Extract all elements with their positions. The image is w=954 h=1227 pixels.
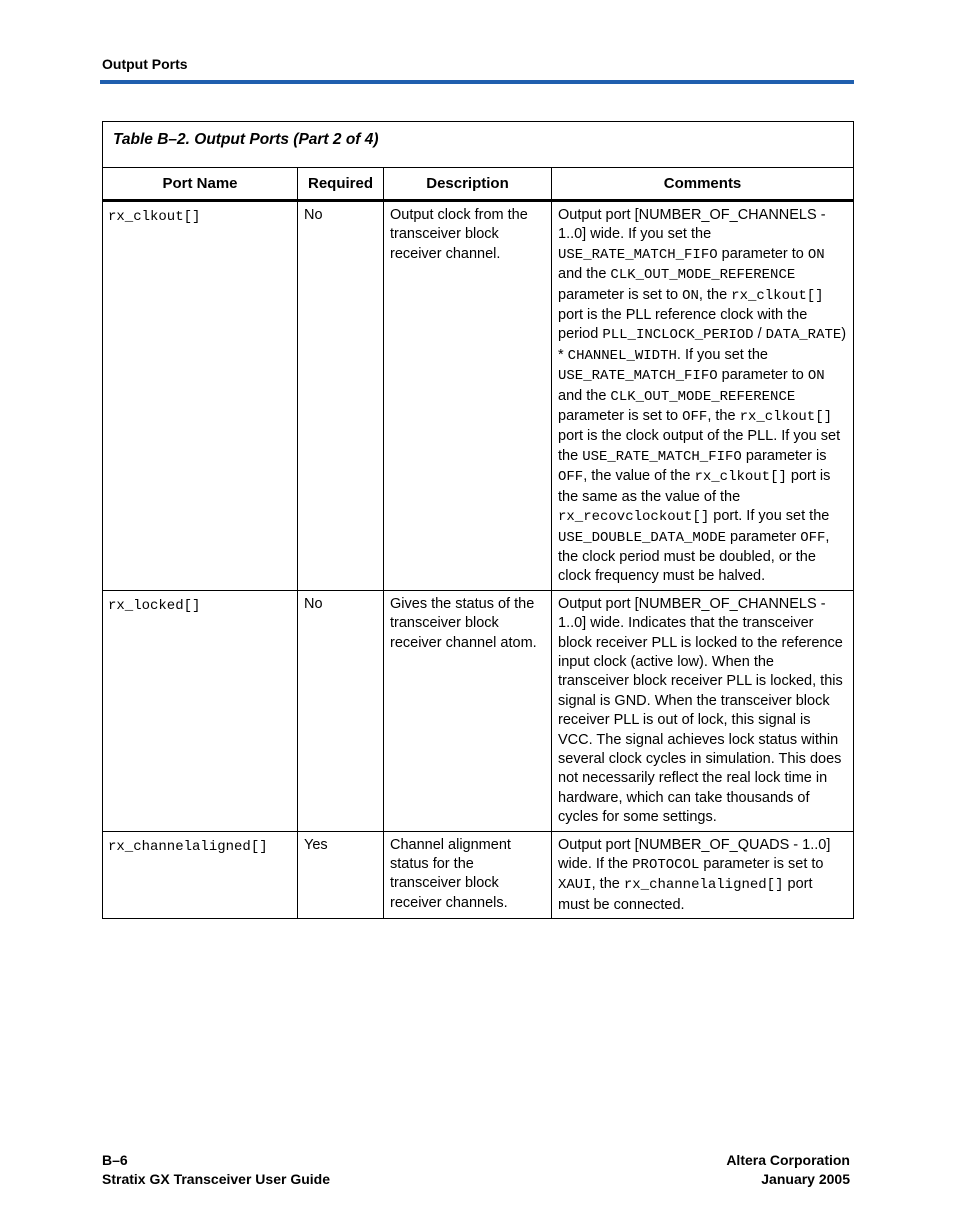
comment-text: parameter is set to [558, 286, 683, 303]
comment-text: . If you set the [676, 346, 768, 363]
company-name: Altera Corporation [726, 1152, 850, 1168]
code-text: rx_recovclockout[] [558, 509, 710, 526]
code-text: rx_channelaligned[] [623, 877, 784, 894]
code-text: rx_clkout[] [694, 469, 787, 486]
comment-text: parameter is [741, 447, 827, 464]
code-text: OFF [682, 409, 708, 426]
comment-text: Output port [NUMBER_OF_CHANNELS - 1..0] wide. If you set the [558, 207, 826, 243]
column-header-required: Required [298, 168, 384, 201]
code-text: OFF [800, 529, 826, 546]
table-row [103, 201, 854, 591]
required-cell: Yes [298, 831, 384, 919]
code-text: USE_RATE_MATCH_FIFO [582, 448, 742, 465]
comment-text: port. If you set the [709, 508, 830, 525]
column-header-comments: Comments [552, 168, 854, 201]
publication-date: January 2005 [761, 1171, 850, 1187]
comments-cell [552, 831, 854, 919]
comment-text: parameter to [717, 245, 808, 262]
comment-text: parameter [726, 528, 801, 545]
comments-cell [552, 201, 854, 591]
code-text: ON [807, 368, 825, 385]
code-text: DATA_RATE [765, 327, 842, 344]
code-text: USE_DOUBLE_DATA_MODE [558, 529, 727, 546]
comment-text: Output port [NUMBER_OF_CHANNELS - 1..0] wide. Indicates that the transceiver block receiver PLL is locked to the reference input clock (active low). When the transceiver block receiver PLL is locked, this signal is GND. When the transceiver block receiver PLL is out of lock, this signal is VCC. The signal achieves lock status within several clock cycles in simulation. This does not necessarily reflect the real lock time in hardware, which can take thousands of cycles for some settings. [558, 595, 843, 826]
footer-left [102, 1151, 330, 1189]
code-text: PLL_INCLOCK_PERIOD [602, 327, 754, 344]
code-text: CLK_OUT_MODE_REFERENCE [610, 388, 796, 405]
port-name-cell: rx_locked[] [103, 590, 298, 831]
column-header-port-name: Port Name [103, 168, 298, 201]
code-text: USE_RATE_MATCH_FIFO [558, 368, 718, 385]
footer-right [726, 1151, 850, 1189]
comment-text: port is the PLL reference clock with the period [558, 307, 808, 343]
output-ports-table [102, 121, 854, 919]
code-text: CLK_OUT_MODE_REFERENCE [610, 267, 796, 284]
comment-text: , the [698, 286, 732, 303]
comment-text: ) * [558, 326, 847, 363]
page-number: B–6 [102, 1152, 128, 1168]
description-cell: Gives the status of the transceiver block receiver channel atom. [384, 590, 552, 831]
code-text: rx_clkout[] [731, 287, 824, 304]
comment-text: / [753, 326, 766, 343]
comment-text: parameter to [717, 367, 808, 384]
comment-text: , the [591, 876, 624, 893]
comment-text: port must be connected. [558, 876, 813, 913]
table-row [103, 831, 854, 919]
code-text: OFF [558, 469, 584, 486]
comment-text: , the clock period must be doubled, or the clock frequency must be halved. [558, 528, 830, 585]
description-cell: Channel alignment status for the transceiver block receiver channels. [384, 831, 552, 919]
table-caption: Table B–2. Output Ports (Part 2 of 4) [103, 122, 854, 168]
comment-text: , the [707, 408, 740, 425]
port-name-cell: rx_clkout[] [103, 201, 298, 591]
required-cell: No [298, 201, 384, 591]
comment-text: parameter is set to [558, 408, 683, 425]
comment-text: port is the clock output of the PLL. If you set the [558, 428, 841, 464]
code-text: ON [682, 287, 699, 304]
comments-cell [552, 590, 854, 831]
code-text: CHANNEL_WIDTH [567, 347, 677, 364]
comment-text: , the value of the [583, 468, 695, 485]
header-rule [100, 80, 854, 84]
comment-text: and the [558, 266, 611, 283]
port-name-cell: rx_channelaligned[] [103, 831, 298, 919]
code-text: USE_RATE_MATCH_FIFO [558, 246, 718, 263]
required-cell: No [298, 590, 384, 831]
section-header-title: Output Ports [102, 56, 188, 72]
comment-text: port is the same as the value of the [558, 468, 831, 505]
comment-text: parameter is set to [699, 856, 824, 872]
code-text: XAUI [558, 877, 592, 894]
comment-text: Output port [NUMBER_OF_QUADS - 1..0] wide. If the [558, 836, 831, 872]
guide-title: Stratix GX Transceiver User Guide [102, 1171, 330, 1187]
code-text: ON [807, 246, 825, 263]
comment-text: and the [558, 387, 611, 404]
column-header-description: Description [384, 168, 552, 201]
code-text: PROTOCOL [632, 857, 700, 873]
table-header-row [103, 168, 854, 201]
table-row [103, 590, 854, 831]
description-cell: Output clock from the transceiver block receiver channel. [384, 201, 552, 591]
code-text: rx_clkout[] [739, 409, 832, 426]
